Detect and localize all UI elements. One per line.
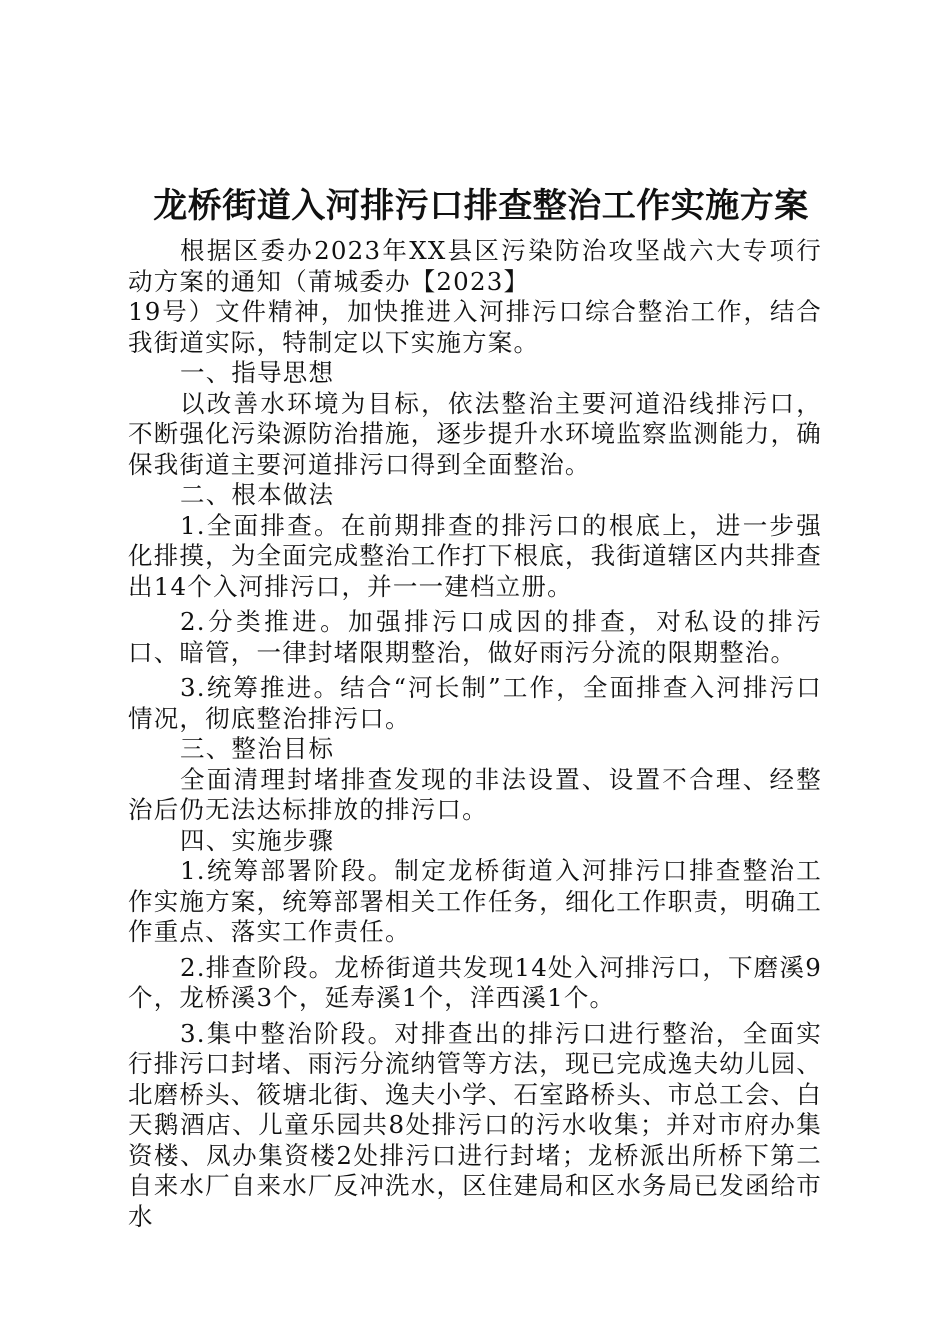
section-heading-guiding-ideology: 一、指导思想 [180,358,335,387]
intro-paragraph-2: 19号）文件精神，加快推进入河排污口综合整治工作，结合我街道实际，特制定以下实施方案。 [128,297,822,357]
approach-item-3: 3.统筹推进。结合“河长制”工作，全面排查入河排污口情况，彻底整治排污口。 [128,673,822,733]
step-item-1: 1.统筹部署阶段。制定龙桥街道入河排污口排查整治工作实施方案，统筹部署相关工作任务，细化工作职责，明确工作重点、落实工作责任。 [128,856,822,946]
approach-item-2: 2.分类推进。加强排污口成因的排查，对私设的排污口、暗管，一律封堵限期整治，做好雨污分流的限期整治。 [128,607,822,667]
document-page [128,176,822,1232]
remediation-goal-paragraph: 全面清理封堵排查发现的非法设置、设置不合理、经整治后仍无法达标排放的排污口。 [128,764,822,824]
document-title: 龙桥街道入河排污口排查整治工作实施方案 [153,186,809,226]
section-heading-basic-approach: 二、根本做法 [180,480,335,509]
section-heading-remediation-goal: 三、整治目标 [180,734,335,763]
step-item-3: 3.集中整治阶段。对排查出的排污口进行整治，全面实行排污口封堵、雨污分流纳管等方法，现已完成逸夫幼儿园、北磨桥头、筱塘北街、逸夫小学、石室路桥头、市总工会、白天鹅酒店、儿童乐园共8处排污口的污水收集；并对市府办集资楼、凤办集资楼2处排污口进行封堵；龙桥派出所桥下第二自来水厂自来水厂反冲洗水，区住建局和区水务局已发函给市水 [128,1018,822,1231]
approach-item-1: 1.全面排查。在前期排查的排污口的根底上，进一步强化排摸，为全面完成整治工作打下根底，我街道辖区内共排查出14个入河排污口，并一一建档立册。 [128,510,822,601]
intro-paragraph-1: 根据区委办2023年XX县区污染防治攻坚战六大专项行动方案的通知（莆城委办【2023】 [128,236,822,296]
step-item-2: 2.排查阶段。龙桥街道共发现14处入河排污口，下磨溪9个，龙桥溪3个，延寿溪1个，洋西溪1个。 [128,952,822,1012]
guiding-ideology-paragraph: 以改善水环境为目标，依法整治主要河道沿线排污口，不断强化污染源防治措施，逐步提升水环境监察监测能力，确保我街道主要河道排污口得到全面整治。 [128,388,822,479]
section-heading-implementation-steps: 四、实施步骤 [180,825,335,855]
